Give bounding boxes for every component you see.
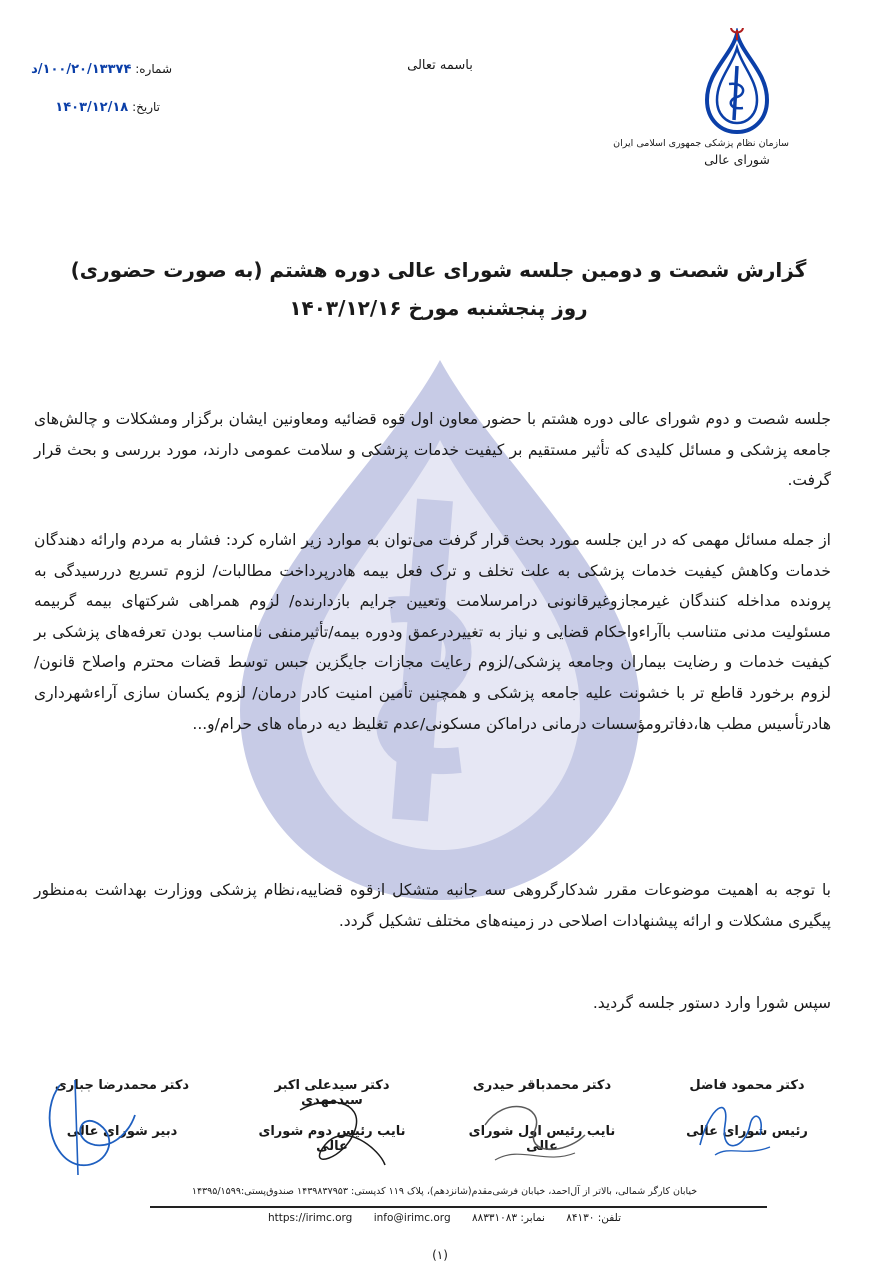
body-paragraph-workgroup: با توجه به اهمیت موضوعات مقرر شدکارگروهی سه جانبه متشکل ازقوه قضاییه،نظام پزشکی ووزارت بهداشت به‌منظور پیگیری مشکلات و ارائه پیشنهادات اصلاحی در زمینه‌های مختلف تشکیل گردد. bbox=[34, 881, 831, 930]
signer-name: دکتر محمود فاضل bbox=[689, 1078, 805, 1093]
body-paragraph-issues: از جمله مسائل مهمی که در این جلسه مورد بحث قرار گرفت می‌توان به موارد زیر اشاره کرد: فشار به مردم وارائه دهندگان خدمات وکاهش کیفیت خدمات پزشکی به علت تخلف و ترک فعل بیمه هادرپرداخت مطالبات/ لزوم تسریع دررسیدگی به پرونده مداخله کنندگان غیرمجازوغیرقانونی درامرسلامت وتعیین جرایم بازدارنده/ لزوم همراهی شرکتهای بیمه گربیمه مسئولیت مدنی متناسب باآراءواحکام قضایی و نیاز به تغییردرعمق ودوره بیمه/تأثیرمنفی نامناسب بودن تعرفه‌های پزشکی بر کیفیت خدمات و رضایت بیماران وجامعه پزشکی/لزوم رعایت مجازات جایگزین حبس توسط قضات محترم واصلاح قانون/ لزوم برخورد قاطع تر با خشونت علیه جامعه پزشکی و همچنین تأمین امنیت کادر درمان/ لزوم یکسان سازی آراءشهرداری هادرتأسیس مطب ها،دفاترومؤسسات درمانی دراماکن مسکونی/عدم تغلیظ دیه درماه های حرام/و... bbox=[34, 531, 831, 733]
date-value: ۱۴۰۳/۱۲/۱۸ bbox=[55, 100, 129, 115]
basmala-heading: باسمه تعالی bbox=[407, 58, 473, 73]
org-name: سازمان نظام پزشکی جمهوری اسلامی ایران bbox=[613, 138, 789, 149]
signer-role: دبیر شورای عالی bbox=[66, 1124, 178, 1139]
footer-fax: نمابر: ۸۸۳۳۱۰۸۳ bbox=[471, 1212, 545, 1224]
signer-role: رئیس شورای عالی bbox=[686, 1124, 808, 1139]
signer-role: نایب رئیس دوم شورای عالی bbox=[258, 1124, 406, 1154]
number-label: شماره: bbox=[135, 62, 172, 76]
signer-role: نایب رئیس اول شورای عالی bbox=[468, 1124, 616, 1154]
council-name: شورای عالی bbox=[704, 152, 770, 167]
handwritten-signature-icon bbox=[285, 1090, 395, 1175]
footer-address: خیابان کارگر شمالی، بالاتر از آل‌احمد، خیابان فرشی‌مقدم(شانزدهم)، پلاک ۱۱۹ کدپستی: ۱۴۳۹۸۳۷۹۵۳ صندوق‌پستی:۱۴۳۹۵/۱۵۹۹ bbox=[191, 1186, 698, 1197]
signer-name: دکتر سیدعلی اکبر سیدمهدی bbox=[274, 1078, 390, 1108]
footer-email[interactable]: info@irimc.org bbox=[373, 1212, 451, 1224]
footer-phone: تلفن: ۸۴۱۳۰ bbox=[566, 1212, 621, 1224]
handwritten-signature-icon bbox=[690, 1085, 780, 1165]
footer-contact bbox=[150, 1212, 739, 1224]
report-title: گزارش شصت و دومین جلسه شورای عالی دوره هشتم (به صورت حضوری) bbox=[70, 258, 807, 282]
report-date-title: روز پنجشنبه مورخ ۱۴۰۳/۱۲/۱۶ bbox=[289, 296, 588, 320]
number-value: ۱۰۰/۲۰/۱۳۳۷۴/د bbox=[31, 62, 132, 77]
irimc-emblem-icon bbox=[701, 28, 773, 136]
letter-number bbox=[22, 62, 172, 77]
footer-website[interactable]: https://irimc.org bbox=[268, 1212, 353, 1224]
page-number: (۱) bbox=[432, 1248, 448, 1262]
footer-divider bbox=[150, 1206, 767, 1208]
signer-name: دکتر محمدرضا جباری bbox=[54, 1078, 190, 1093]
date-label: تاریخ: bbox=[132, 100, 160, 114]
body-paragraph-intro: جلسه شصت و دوم شورای عالی دوره هشتم با حضور معاون اول قوه قضائیه ومعاونین ایشان برگزار ومشکلات و چالش‌های جامعه پزشکی و مسائل کلیدی که تأثیر مستقیم بر کیفیت خدمات پزشکی و سلامت عمومی دارند، مورد بررسی و بحث قرار گرفت. bbox=[34, 410, 831, 490]
body-paragraph-closing: سپس شورا وارد دستور جلسه گردید. bbox=[592, 994, 831, 1012]
handwritten-signature-icon bbox=[40, 1070, 140, 1180]
signer-name: دکتر محمدباقر حیدری bbox=[472, 1078, 612, 1093]
handwritten-signature-icon bbox=[475, 1085, 595, 1170]
org-logo bbox=[613, 28, 789, 167]
letter-date bbox=[22, 100, 160, 115]
